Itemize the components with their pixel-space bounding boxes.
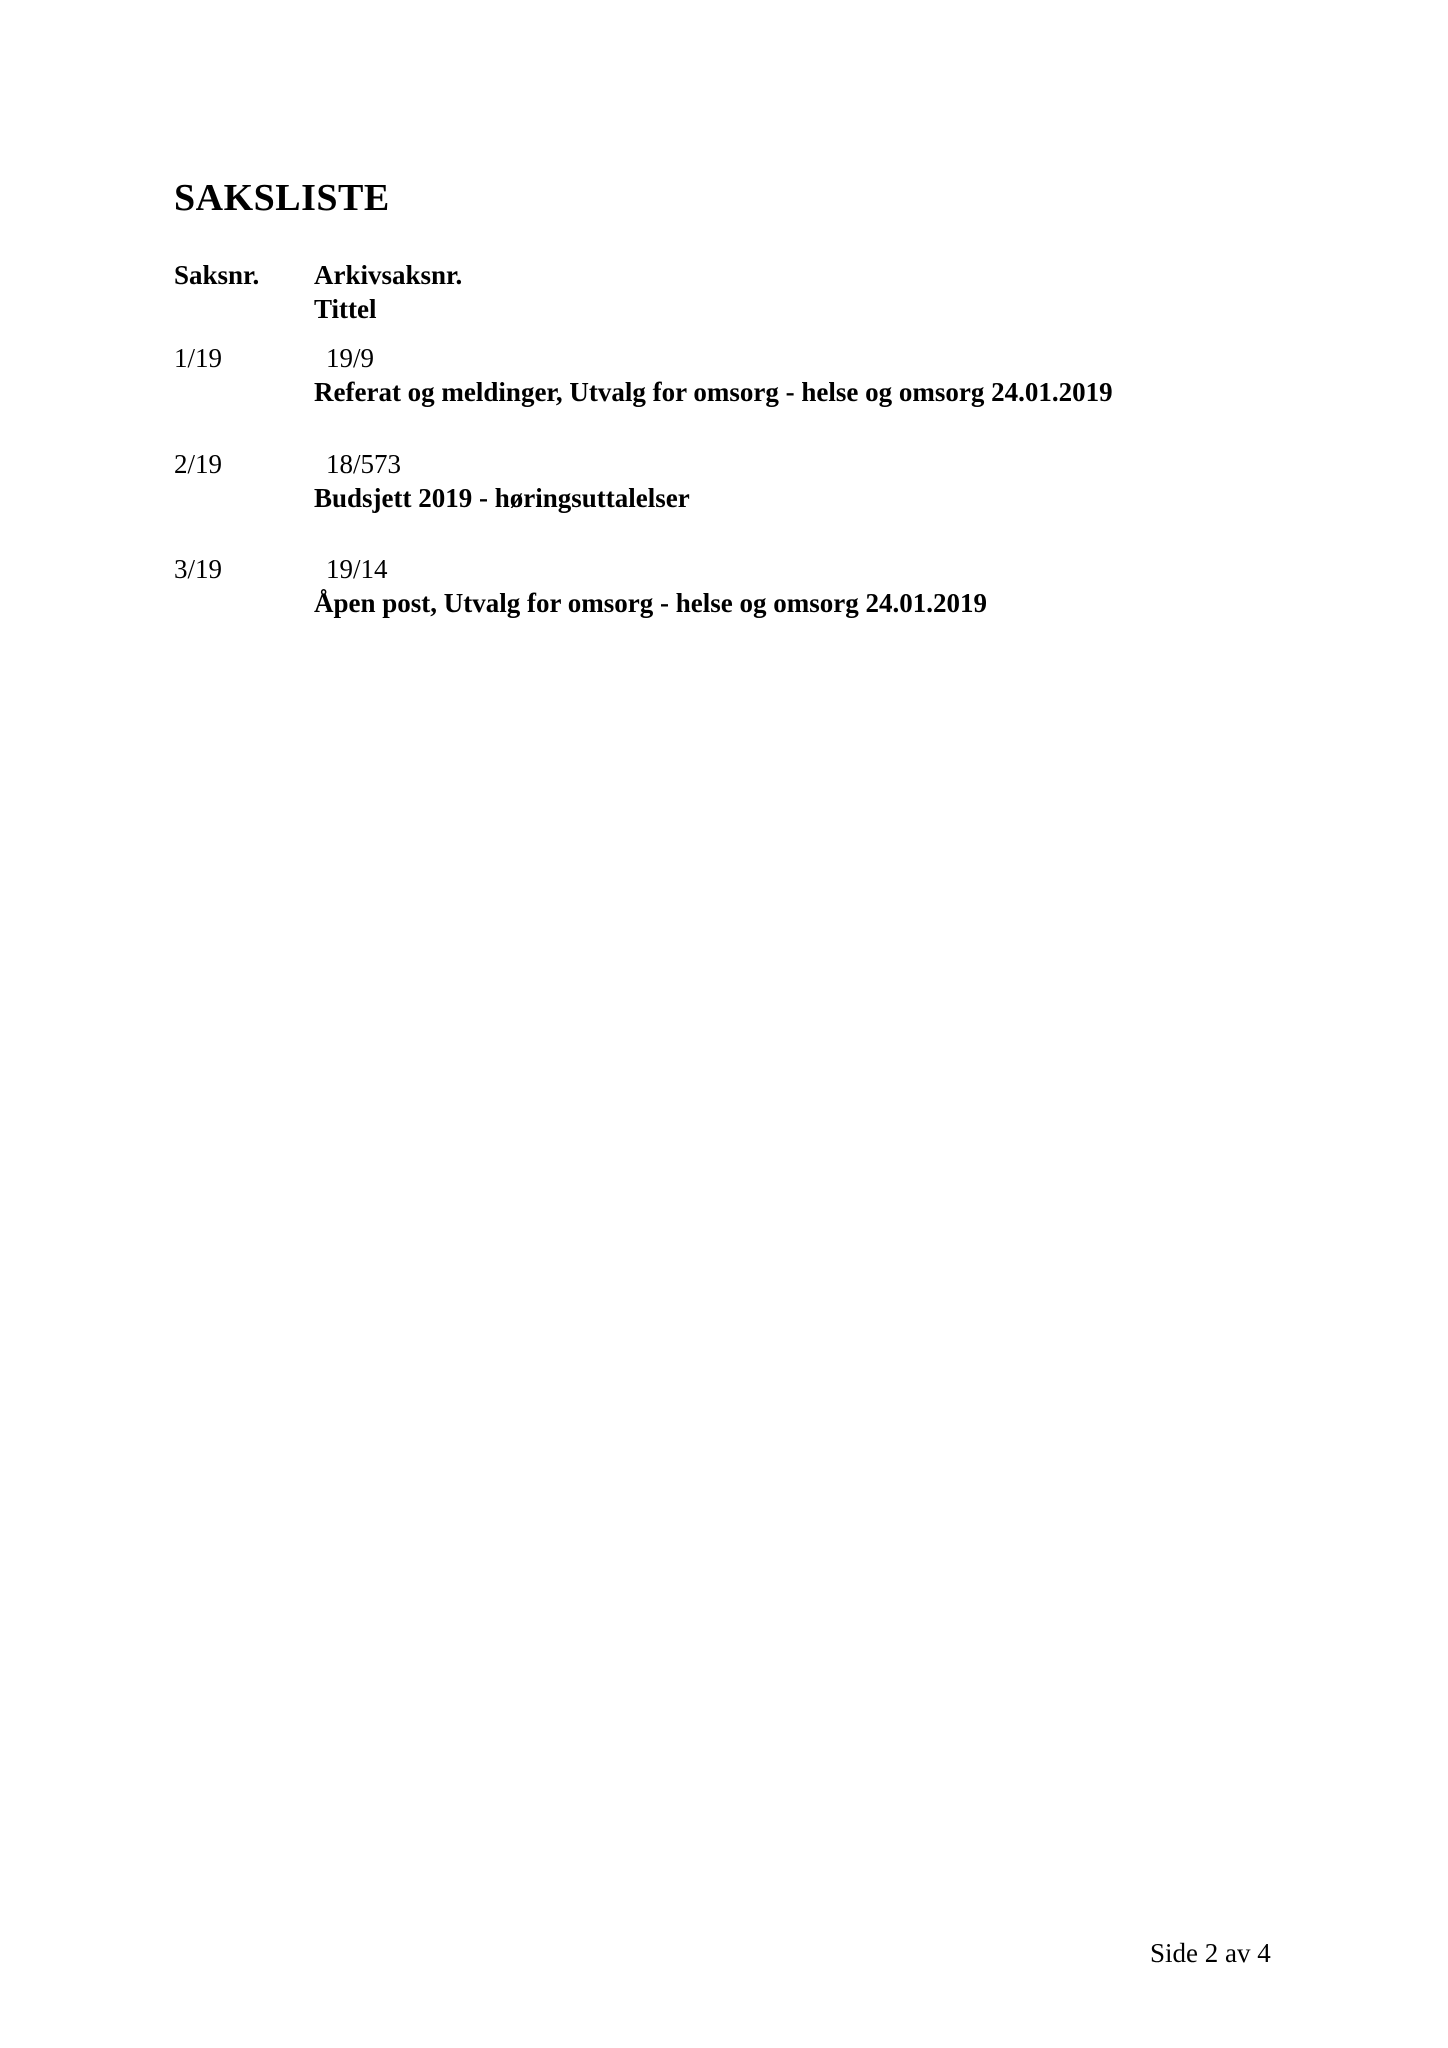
archive-no: 19/9 [326, 343, 375, 373]
archive-no: 18/573 [326, 449, 402, 479]
case-title: Åpen post, Utvalg for omsorg - helse og omsorg 24.01.2019 [314, 588, 987, 618]
title-header: Tittel [314, 294, 377, 324]
case-no-header: Saksnr. [174, 260, 260, 290]
case-no: 2/19 [174, 449, 223, 479]
archive-no: 19/14 [326, 554, 388, 584]
archive-no-header: Arkivsaksnr. [314, 260, 463, 290]
case-title: Budsjett 2019 - høringsuttalelser [314, 483, 690, 513]
case-title: Referat og meldinger, Utvalg for omsorg - helse og omsorg 24.01.2019 [314, 377, 1113, 407]
case-no: 1/19 [174, 343, 223, 373]
page-number: Side 2 av 4 [1150, 1938, 1271, 1968]
case-no: 3/19 [174, 554, 223, 584]
page-title: SAKSLISTE [174, 177, 390, 219]
